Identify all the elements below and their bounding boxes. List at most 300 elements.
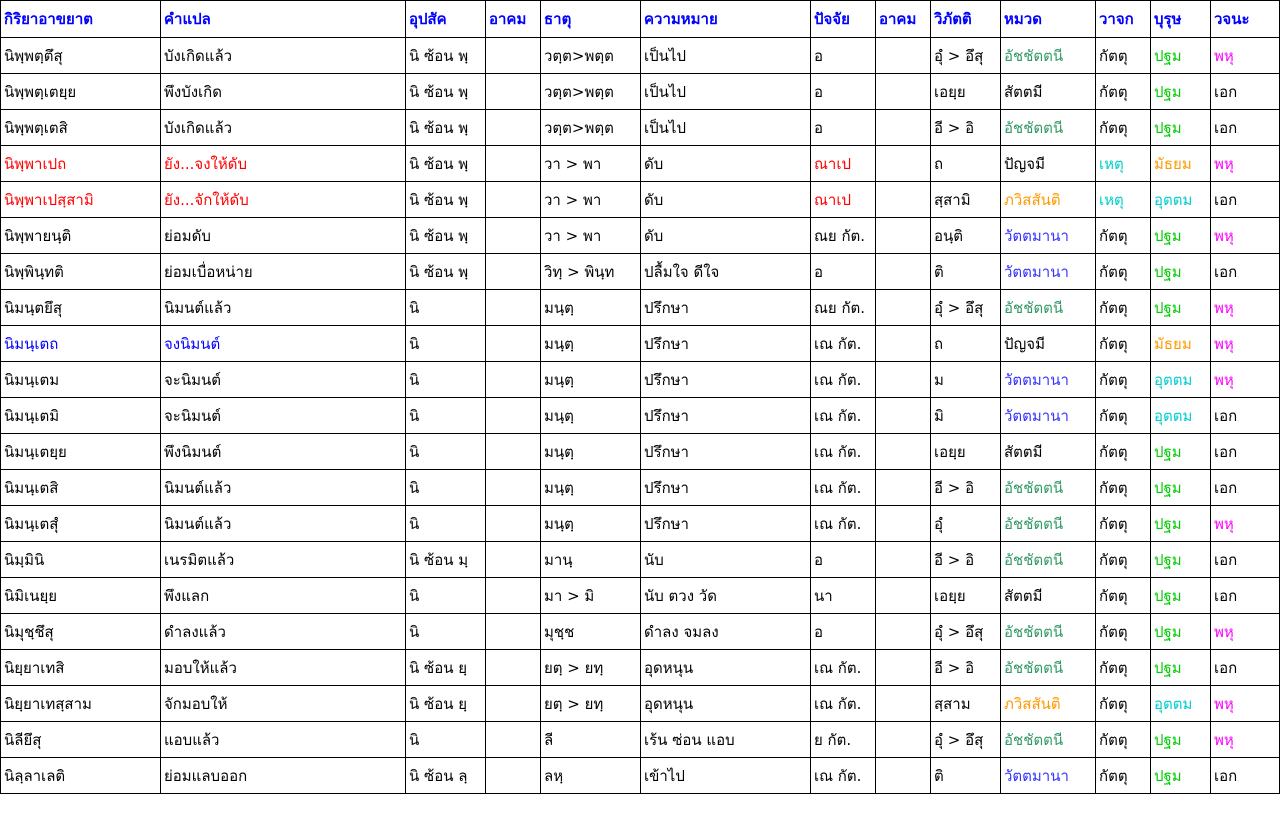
cell-meaning: เข้าไป (641, 758, 811, 794)
cell-augment1 (486, 542, 541, 578)
cell-verb: นิมิเนยฺย (1, 578, 161, 614)
cell-prefix: นิ (406, 326, 486, 362)
cell-person: ปฐม (1151, 542, 1211, 578)
cell-root: มนฺตฺ (541, 326, 641, 362)
cell-verb: นิพฺพายนฺติ (1, 218, 161, 254)
cell-number: เอก (1211, 650, 1280, 686)
cell-ending: เอยฺย (931, 434, 1001, 470)
cell-ending: อุํ > อึสุ (931, 38, 1001, 74)
cell-ending: อี > อิ (931, 110, 1001, 146)
cell-number: พหุ (1211, 722, 1280, 758)
table-row (1, 74, 1280, 110)
cell-verb: นิพฺพาเปถ (1, 146, 161, 182)
cell-augment2 (876, 686, 931, 722)
cell-augment1 (486, 614, 541, 650)
cell-voice: กัตตุ (1096, 38, 1151, 74)
cell-augment1 (486, 290, 541, 326)
cell-augment2 (876, 38, 931, 74)
cell-augment2 (876, 650, 931, 686)
cell-ending: สฺสาม (931, 686, 1001, 722)
cell-root: ยตฺ > ยทฺ (541, 686, 641, 722)
cell-number: เอก (1211, 434, 1280, 470)
cell-person: ปฐม (1151, 74, 1211, 110)
cell-number: เอก (1211, 254, 1280, 290)
cell-meaning: ดำลง จมลง (641, 614, 811, 650)
table-row (1, 614, 1280, 650)
cell-number: เอก (1211, 578, 1280, 614)
cell-number: เอก (1211, 74, 1280, 110)
cell-ending: อุํ > อึสุ (931, 614, 1001, 650)
cell-augment1 (486, 182, 541, 218)
cell-voice: กัตตุ (1096, 74, 1151, 110)
cell-translation: แอบแล้ว (161, 722, 406, 758)
cell-suffix: อ (811, 110, 876, 146)
table-row (1, 218, 1280, 254)
cell-voice: กัตตุ (1096, 650, 1151, 686)
cell-augment2 (876, 362, 931, 398)
cell-root: มนฺตฺ (541, 506, 641, 542)
cell-tense: สัตตมี (1001, 578, 1096, 614)
cell-number: เอก (1211, 470, 1280, 506)
cell-ending: ถ (931, 146, 1001, 182)
cell-voice: กัตตุ (1096, 542, 1151, 578)
cell-meaning: ดับ (641, 146, 811, 182)
cell-person: ปฐม (1151, 470, 1211, 506)
cell-prefix: นิ ซ้อน พฺ (406, 146, 486, 182)
cell-verb: นิยฺยาเทสิ (1, 650, 161, 686)
cell-ending: สฺสามิ (931, 182, 1001, 218)
cell-tense: ปัญจมี (1001, 326, 1096, 362)
cell-meaning: เร้น ซ่อน แอบ (641, 722, 811, 758)
cell-tense: อัชชัตตนี (1001, 614, 1096, 650)
cell-voice: กัตตุ (1096, 110, 1151, 146)
cell-translation: ดำลงแล้ว (161, 614, 406, 650)
cell-augment2 (876, 218, 931, 254)
cell-meaning: อุดหนุน (641, 686, 811, 722)
cell-translation: พึงแลก (161, 578, 406, 614)
cell-root: วา > พา (541, 182, 641, 218)
cell-meaning: เป็นไป (641, 38, 811, 74)
cell-ending: อี > อิ (931, 542, 1001, 578)
cell-voice: เหตุ (1096, 182, 1151, 218)
cell-augment1 (486, 326, 541, 362)
cell-person: ปฐม (1151, 434, 1211, 470)
cell-root: มนฺตฺ (541, 434, 641, 470)
cell-ending: อุํ > อึสุ (931, 722, 1001, 758)
cell-ending: มิ (931, 398, 1001, 434)
column-header-meaning: ความหมาย (641, 1, 811, 38)
cell-suffix: เณ กัต. (811, 362, 876, 398)
cell-meaning: ปรึกษา (641, 470, 811, 506)
cell-tense: สัตตมี (1001, 74, 1096, 110)
cell-ending: ม (931, 362, 1001, 398)
cell-person: ปฐม (1151, 218, 1211, 254)
column-header-root: ธาตุ (541, 1, 641, 38)
cell-augment1 (486, 218, 541, 254)
cell-person: ปฐม (1151, 38, 1211, 74)
cell-voice: กัตตุ (1096, 326, 1151, 362)
column-header-prefix: อุปสัค (406, 1, 486, 38)
column-header-number: วจนะ (1211, 1, 1280, 38)
cell-prefix: นิ ซ้อน พฺ (406, 182, 486, 218)
cell-augment2 (876, 542, 931, 578)
cell-verb: นิยฺยาเทสฺสาม (1, 686, 161, 722)
cell-root: วิทฺ > พินฺท (541, 254, 641, 290)
cell-augment2 (876, 614, 931, 650)
cell-person: ปฐม (1151, 722, 1211, 758)
cell-tense: อัชชัตตนี (1001, 110, 1096, 146)
cell-translation: ย่อมดับ (161, 218, 406, 254)
column-header-translation: คำแปล (161, 1, 406, 38)
cell-voice: กัตตุ (1096, 470, 1151, 506)
cell-person: อุตตม (1151, 362, 1211, 398)
column-header-augment1: อาคม (486, 1, 541, 38)
cell-augment1 (486, 686, 541, 722)
cell-tense: อัชชัตตนี (1001, 542, 1096, 578)
cell-ending: อุํ > อึสุ (931, 290, 1001, 326)
cell-meaning: ปรึกษา (641, 290, 811, 326)
cell-meaning: อุดหนุน (641, 650, 811, 686)
table-body (1, 38, 1280, 794)
cell-verb: นิลียึสุ (1, 722, 161, 758)
table-row (1, 326, 1280, 362)
cell-prefix: นิ ซ้อน ยฺ (406, 686, 486, 722)
cell-meaning: ดับ (641, 182, 811, 218)
cell-voice: เหตุ (1096, 146, 1151, 182)
cell-tense: วัตตมานา (1001, 254, 1096, 290)
cell-root: ยตฺ > ยทฺ (541, 650, 641, 686)
cell-verb: นิมนฺเตถ (1, 326, 161, 362)
cell-ending: อี > อิ (931, 650, 1001, 686)
table-row (1, 722, 1280, 758)
cell-root: วา > พา (541, 146, 641, 182)
cell-voice: กัตตุ (1096, 398, 1151, 434)
cell-prefix: นิ (406, 578, 486, 614)
cell-tense: อัชชัตตนี (1001, 722, 1096, 758)
cell-verb: นิพฺพินฺทติ (1, 254, 161, 290)
cell-number: พหุ (1211, 686, 1280, 722)
cell-person: ปฐม (1151, 506, 1211, 542)
table-row (1, 470, 1280, 506)
table-row (1, 578, 1280, 614)
cell-person: มัธยม (1151, 146, 1211, 182)
column-header-tense: หมวด (1001, 1, 1096, 38)
table-row (1, 146, 1280, 182)
table-row (1, 542, 1280, 578)
cell-suffix: อ (811, 38, 876, 74)
table-row (1, 110, 1280, 146)
cell-suffix: อ (811, 254, 876, 290)
table-row (1, 362, 1280, 398)
cell-root: มนฺตฺ (541, 362, 641, 398)
table-row (1, 38, 1280, 74)
cell-tense: สัตตมี (1001, 434, 1096, 470)
cell-translation: พึงบังเกิด (161, 74, 406, 110)
cell-person: อุตตม (1151, 686, 1211, 722)
cell-augment2 (876, 434, 931, 470)
cell-tense: อัชชัตตนี (1001, 650, 1096, 686)
cell-number: เอก (1211, 542, 1280, 578)
cell-suffix: เณ กัต. (811, 686, 876, 722)
cell-root: ลี (541, 722, 641, 758)
cell-verb: นิพฺพตฺเตยฺย (1, 74, 161, 110)
cell-augment1 (486, 650, 541, 686)
cell-augment1 (486, 578, 541, 614)
cell-root: ลหฺ (541, 758, 641, 794)
cell-number: พหุ (1211, 38, 1280, 74)
cell-person: ปฐม (1151, 614, 1211, 650)
cell-ending: เอยฺย (931, 74, 1001, 110)
cell-person: ปฐม (1151, 290, 1211, 326)
cell-number: พหุ (1211, 614, 1280, 650)
cell-verb: นิพฺพตฺตึสุ (1, 38, 161, 74)
cell-root: มนฺตฺ (541, 290, 641, 326)
cell-voice: กัตตุ (1096, 254, 1151, 290)
cell-suffix: ย กัต. (811, 722, 876, 758)
cell-augment1 (486, 254, 541, 290)
cell-number: พหุ (1211, 146, 1280, 182)
cell-augment2 (876, 578, 931, 614)
cell-prefix: นิ (406, 290, 486, 326)
cell-tense: วัตตมานา (1001, 218, 1096, 254)
cell-prefix: นิ ซ้อน พฺ (406, 74, 486, 110)
cell-translation: จะนิมนต์ (161, 362, 406, 398)
cell-translation: นิมนต์แล้ว (161, 290, 406, 326)
cell-number: พหุ (1211, 326, 1280, 362)
cell-prefix: นิ (406, 506, 486, 542)
cell-tense: วัตตมานา (1001, 758, 1096, 794)
cell-suffix: อ (811, 542, 876, 578)
cell-translation: นิมนต์แล้ว (161, 470, 406, 506)
cell-suffix: เณ กัต. (811, 434, 876, 470)
cell-augment2 (876, 470, 931, 506)
cell-suffix: ณาเป (811, 146, 876, 182)
cell-translation: มอบให้แล้ว (161, 650, 406, 686)
cell-verb: นิพฺพาเปสฺสามิ (1, 182, 161, 218)
cell-meaning: นับ (641, 542, 811, 578)
cell-prefix: นิ (406, 470, 486, 506)
cell-root: วตฺต>พตฺต (541, 110, 641, 146)
cell-tense: อัชชัตตนี (1001, 506, 1096, 542)
cell-suffix: ณย กัต. (811, 290, 876, 326)
cell-person: ปฐม (1151, 758, 1211, 794)
cell-tense: อัชชัตตนี (1001, 38, 1096, 74)
cell-augment1 (486, 362, 541, 398)
cell-meaning: ปรึกษา (641, 506, 811, 542)
cell-suffix: เณ กัต. (811, 470, 876, 506)
cell-root: วตฺต>พตฺต (541, 74, 641, 110)
cell-suffix: เณ กัต. (811, 398, 876, 434)
table-row (1, 686, 1280, 722)
cell-voice: กัตตุ (1096, 506, 1151, 542)
cell-meaning: เป็นไป (641, 110, 811, 146)
cell-prefix: นิ ซ้อน ยฺ (406, 650, 486, 686)
cell-root: วตฺต>พตฺต (541, 38, 641, 74)
cell-verb: นิมนฺตยึสุ (1, 290, 161, 326)
cell-person: อุตตม (1151, 182, 1211, 218)
cell-number: เอก (1211, 110, 1280, 146)
cell-voice: กัตตุ (1096, 290, 1151, 326)
cell-meaning: ปรึกษา (641, 326, 811, 362)
cell-voice: กัตตุ (1096, 578, 1151, 614)
cell-augment1 (486, 74, 541, 110)
cell-suffix: เณ กัต. (811, 506, 876, 542)
cell-augment2 (876, 398, 931, 434)
cell-prefix: นิ ซ้อน พฺ (406, 218, 486, 254)
cell-prefix: นิ (406, 722, 486, 758)
cell-tense: อัชชัตตนี (1001, 290, 1096, 326)
cell-person: อุตตม (1151, 398, 1211, 434)
table-row (1, 254, 1280, 290)
cell-person: ปฐม (1151, 650, 1211, 686)
cell-prefix: นิ (406, 398, 486, 434)
cell-augment1 (486, 470, 541, 506)
cell-tense: วัตตมานา (1001, 362, 1096, 398)
cell-root: มนฺตฺ (541, 470, 641, 506)
column-header-augment2: อาคม (876, 1, 931, 38)
cell-translation: จักมอบให้ (161, 686, 406, 722)
cell-number: พหุ (1211, 218, 1280, 254)
cell-augment2 (876, 290, 931, 326)
table-row (1, 182, 1280, 218)
cell-person: ปฐม (1151, 110, 1211, 146)
cell-prefix: นิ (406, 614, 486, 650)
cell-augment2 (876, 722, 931, 758)
cell-root: วา > พา (541, 218, 641, 254)
cell-translation: พึงนิมนต์ (161, 434, 406, 470)
cell-ending: เอยฺย (931, 578, 1001, 614)
cell-person: มัธยม (1151, 326, 1211, 362)
cell-translation: ยัง...จงให้ดับ (161, 146, 406, 182)
cell-meaning: นับ ตวง วัด (641, 578, 811, 614)
cell-tense: ปัญจมี (1001, 146, 1096, 182)
cell-prefix: นิ ซ้อน ลฺ (406, 758, 486, 794)
cell-voice: กัตตุ (1096, 218, 1151, 254)
cell-augment2 (876, 146, 931, 182)
cell-verb: นิมนฺเตม (1, 362, 161, 398)
cell-prefix: นิ ซ้อน พฺ (406, 38, 486, 74)
cell-voice: กัตตุ (1096, 722, 1151, 758)
cell-suffix: เณ กัต. (811, 758, 876, 794)
cell-translation: เนรมิตแล้ว (161, 542, 406, 578)
cell-suffix: อ (811, 614, 876, 650)
cell-person: ปฐม (1151, 578, 1211, 614)
column-header-voice: วาจก (1096, 1, 1151, 38)
cell-translation: ย่อมเบื่อหน่าย (161, 254, 406, 290)
cell-voice: กัตตุ (1096, 434, 1151, 470)
cell-tense: วัตตมานา (1001, 398, 1096, 434)
cell-augment1 (486, 146, 541, 182)
cell-suffix: ณย กัต. (811, 218, 876, 254)
cell-meaning: ปรึกษา (641, 362, 811, 398)
cell-suffix: เณ กัต. (811, 326, 876, 362)
cell-translation: บังเกิดแล้ว (161, 110, 406, 146)
column-header-suffix: ปัจจัย (811, 1, 876, 38)
cell-number: เอก (1211, 398, 1280, 434)
cell-translation: จงนิมนต์ (161, 326, 406, 362)
column-header-person: บุรุษ (1151, 1, 1211, 38)
cell-number: เอก (1211, 182, 1280, 218)
cell-prefix: นิ ซ้อน มฺ (406, 542, 486, 578)
cell-meaning: ดับ (641, 218, 811, 254)
table-row (1, 506, 1280, 542)
cell-augment1 (486, 38, 541, 74)
cell-voice: กัตตุ (1096, 686, 1151, 722)
table-row (1, 398, 1280, 434)
cell-translation: ย่อมแลบออก (161, 758, 406, 794)
cell-voice: กัตตุ (1096, 362, 1151, 398)
cell-root: มุชฺช (541, 614, 641, 650)
cell-prefix: นิ ซ้อน พฺ (406, 110, 486, 146)
cell-augment1 (486, 398, 541, 434)
cell-number: พหุ (1211, 362, 1280, 398)
cell-suffix: ณาเป (811, 182, 876, 218)
cell-suffix: นา (811, 578, 876, 614)
cell-augment2 (876, 74, 931, 110)
cell-root: มนฺตฺ (541, 398, 641, 434)
cell-augment1 (486, 506, 541, 542)
cell-meaning: เป็นไป (641, 74, 811, 110)
header-row (1, 1, 1280, 38)
cell-ending: อนฺติ (931, 218, 1001, 254)
cell-augment1 (486, 758, 541, 794)
cell-verb: นิลฺลาเลติ (1, 758, 161, 794)
cell-augment2 (876, 326, 931, 362)
cell-translation: ยัง...จักให้ดับ (161, 182, 406, 218)
cell-suffix: อ (811, 74, 876, 110)
cell-verb: นิมฺมินิ (1, 542, 161, 578)
cell-tense: ภวิสสันติ (1001, 686, 1096, 722)
cell-verb: นิมนฺเตสุํ (1, 506, 161, 542)
cell-augment2 (876, 254, 931, 290)
cell-augment2 (876, 182, 931, 218)
cell-verb: นิมนฺเตสิ (1, 470, 161, 506)
cell-voice: กัตตุ (1096, 614, 1151, 650)
cell-meaning: ปรึกษา (641, 398, 811, 434)
cell-augment2 (876, 110, 931, 146)
cell-translation: จะนิมนต์ (161, 398, 406, 434)
cell-prefix: นิ (406, 434, 486, 470)
cell-suffix: เณ กัต. (811, 650, 876, 686)
cell-augment2 (876, 758, 931, 794)
cell-ending: อี > อิ (931, 470, 1001, 506)
cell-meaning: ปลื้มใจ ดีใจ (641, 254, 811, 290)
cell-tense: อัชชัตตนี (1001, 470, 1096, 506)
cell-verb: นิพฺพตฺเตสิ (1, 110, 161, 146)
cell-root: มานฺ (541, 542, 641, 578)
cell-verb: นิมุชฺชึสุ (1, 614, 161, 650)
table-row (1, 650, 1280, 686)
cell-number: เอก (1211, 758, 1280, 794)
cell-ending: อุํ (931, 506, 1001, 542)
cell-number: พหุ (1211, 290, 1280, 326)
cell-translation: บังเกิดแล้ว (161, 38, 406, 74)
table-row (1, 758, 1280, 794)
cell-verb: นิมนฺเตยฺย (1, 434, 161, 470)
cell-ending: ติ (931, 254, 1001, 290)
cell-augment1 (486, 434, 541, 470)
cell-voice: กัตตุ (1096, 758, 1151, 794)
cell-ending: ติ (931, 758, 1001, 794)
cell-root: มา > มิ (541, 578, 641, 614)
table-row (1, 434, 1280, 470)
cell-number: พหุ (1211, 506, 1280, 542)
column-header-ending: วิภัตติ (931, 1, 1001, 38)
cell-meaning: ปรึกษา (641, 434, 811, 470)
cell-verb: นิมนฺเตมิ (1, 398, 161, 434)
cell-augment1 (486, 110, 541, 146)
table-row (1, 290, 1280, 326)
